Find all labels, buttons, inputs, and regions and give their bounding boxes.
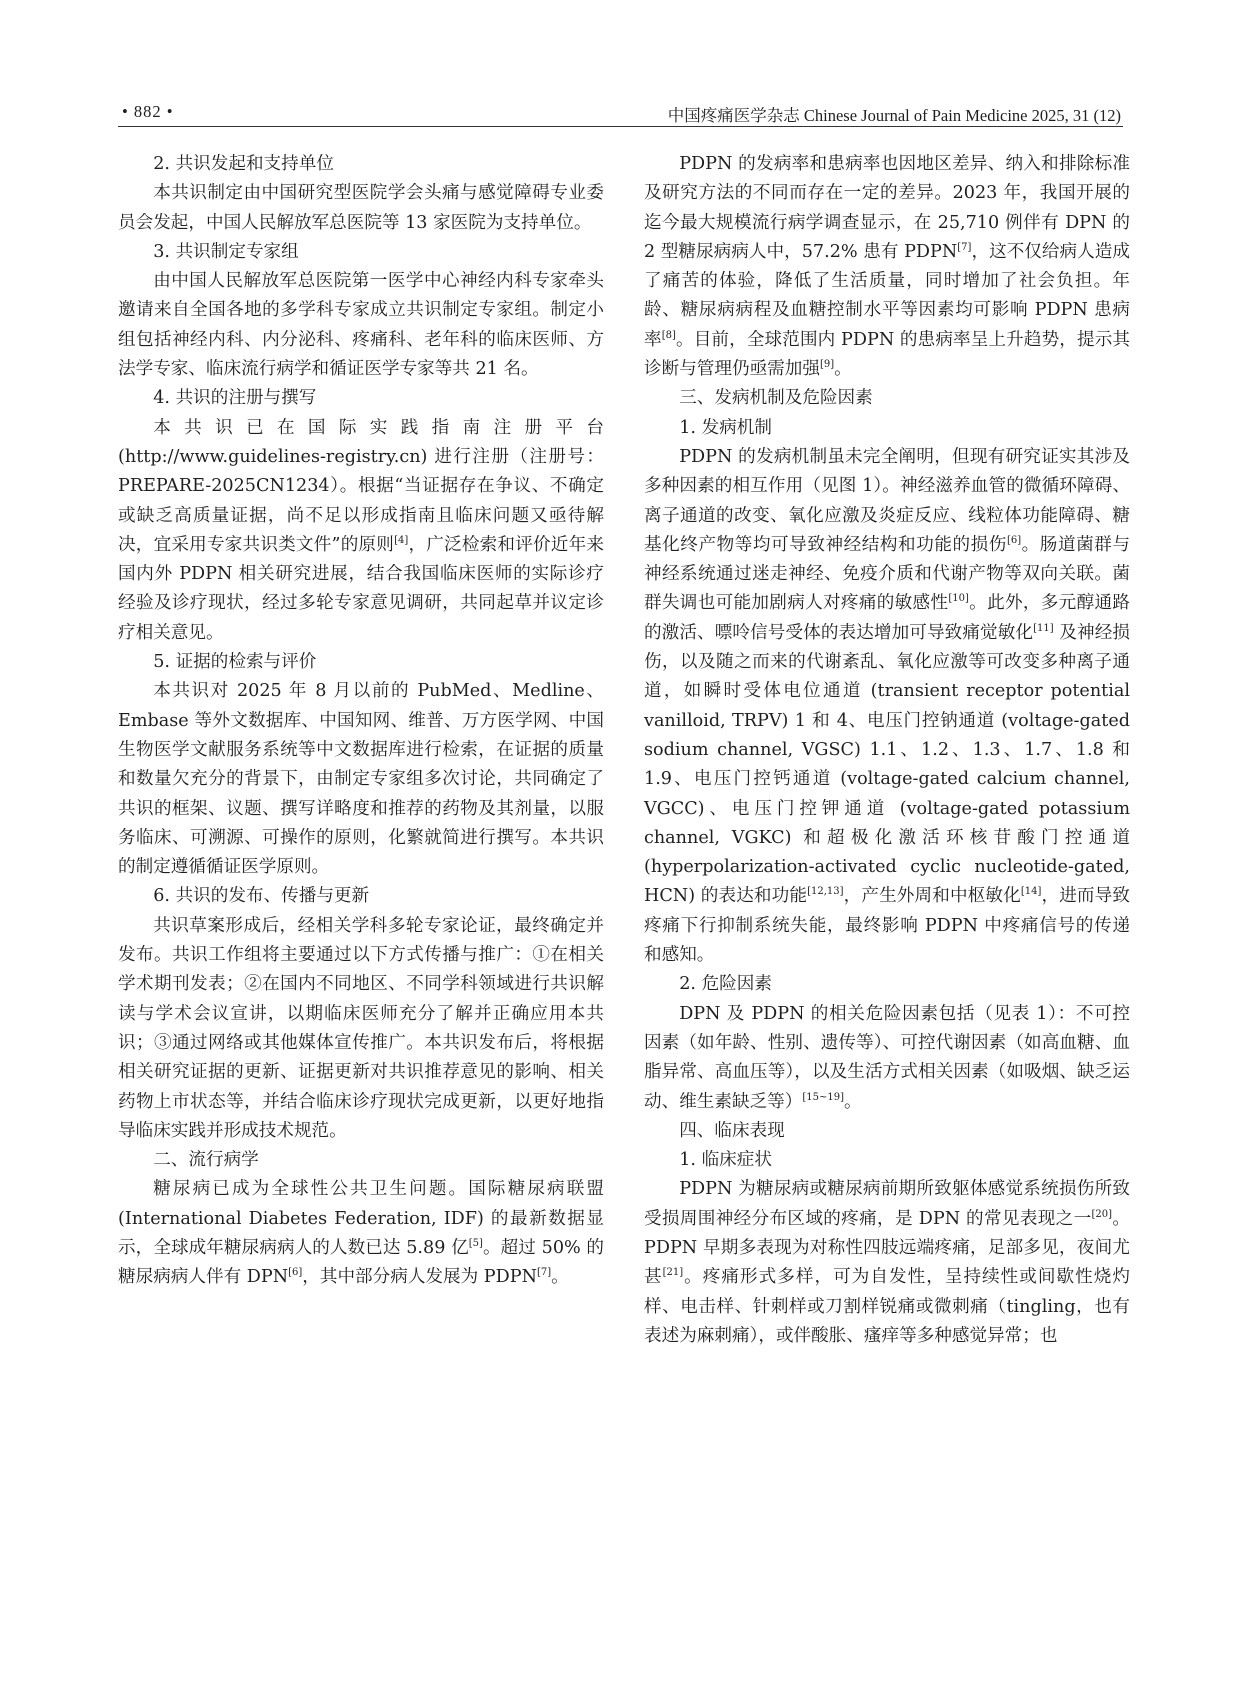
section-heading: 4. 共识的注册与撰写 xyxy=(153,388,317,409)
section-heading: 2. 共识发起和支持单位 xyxy=(153,154,334,174)
paragraph-text: PDPN 的发病率和患病率也因地区差异、纳入和排除标准及研究方法的不同而存在一定的差异。2023 年，我国开展的迄今最大规模流行病学调查显示，在 25,710 例伴有 DPN 的 2 型糖尿病病人中，57.2% 患有 PDPN xyxy=(644,154,1130,262)
paragraph-text: 及神经损伤，以及随之而来的代谢紊乱、氧化应激等可改变多种离子通道，如瞬时受体电位通道 (transient receptor potential vanilloid, TRPV) 1 和 4、电压门控钠通道 (voltage-gated sodium channel, VGSC) 1.1、1.2、1.3、1.7、1.8 和 1.9、电压门控钙通道 (voltage-gated calcium channel, VGCC)、电压门控钾通道 (voltage-gated potassium channel, VGKC) 和超极化激活环核苷酸门控通道 (hyperpolarization-activated cyclic nucleotide-gated, HCN) 的表达和功能 xyxy=(644,622,1130,907)
citation-ref: [14] xyxy=(1020,886,1042,898)
paragraph-text: ，广泛检索和评价近年来国内外 PDPN 相关研究进展，结合我国临床医师的实际诊疗经验及诊疗现状，经过多轮专家意见调研，共同起草并议定诊疗相关意见。 xyxy=(118,534,604,643)
paragraph-text: 。PDPN 早期多表现为对称性四肢远端疼痛，足部多见，夜间尤甚 xyxy=(644,1208,1130,1288)
citation-ref: [6] xyxy=(1006,534,1022,546)
body-paragraph xyxy=(644,443,1130,970)
page-number: • 882 • xyxy=(122,102,174,121)
paragraph-text: 共识草案形成后，经相关学科多轮专家论证，最终确定并发布。共识工作组将主要通过以下方式传播与推广：①在相关学术期刊发表；②在国内不同地区、不同学科领域进行共识解读与学术会议宣讲，以期临床医师充分了解并正确应用本共识；③通过网络或其他媒体宣传推广。本共识发布后，将根据相关研究证据的更新、证据更新对共识推荐意见的影响、相关药物上市状态等，并结合临床诊疗现状完成更新，以更好地指导临床实践并形成技术规范。 xyxy=(118,915,604,1141)
paragraph-text: 本共识对 2025 年 8 月以前的 PubMed、Medline、Embase 等外文数据库、中国知网、维普、万方医学网、中国生物医学文献服务系统等中文数据库进行检索，在证据的质量和数量欠充分的背景下，由制定专家组多次讨论，共同确定了共识的框架、议题、撰写详略度和推荐的药物及其剂量，以服务临床、可溯源、可操作的原则，化繁就简进行撰写。本共识的制定遵循循证医学原则。 xyxy=(118,681,604,878)
citation-ref: [8] xyxy=(661,329,676,341)
citation-ref: [11] xyxy=(1033,622,1054,634)
body-paragraph xyxy=(644,1000,1130,1117)
paragraph-text: ，产生外周和中枢敏化 xyxy=(843,886,1021,907)
paragraph-text: 。肠道菌群与神经系统通过迷走神经、免疫介质和代谢产物等双向关联。菌群失调也可能加剧病人对疼痛的敏感性 xyxy=(644,534,1130,614)
paragraph-text: 。 xyxy=(844,1091,862,1112)
section-heading: 三、发病机制及危险因素 xyxy=(679,388,873,409)
section-heading: 1. 发病机制 xyxy=(679,417,772,438)
section-heading: 四、临床表现 xyxy=(679,1120,785,1141)
paragraph-text: PDPN 的发病机制虽未完全阐明，但现有研究证实其涉及多种因素的相互作用（见图 1）。神经滋养血管的微循环障碍、离子通道的改变、氧化应激及炎症反应、线粒体功能障碍、糖基化终产物等均可导致神经结构和功能的损伤 xyxy=(644,446,1130,555)
paragraph-text: ，其中部分病人发展为 PDPN xyxy=(302,1267,537,1288)
left-column xyxy=(118,150,604,1293)
paragraph-text: PDPN 为糖尿病或糖尿病前期所致躯体感觉系统损伤所致受损周围神经分布区域的疼痛，是 DPN 的常见表现之一 xyxy=(644,1179,1130,1229)
body-paragraph xyxy=(118,1175,604,1292)
paragraph-text: 。 xyxy=(551,1267,569,1288)
paragraph-text: 糖尿病已成为全球性公共卫生问题。国际糖尿病联盟 (International Diabetes Federation, IDF) 的最新数据显示，全球成年糖尿病病人的人数已达 5.89 亿 xyxy=(118,1179,604,1258)
paragraph-text: ，进而导致疼痛下行抑制系统失能，最终影响 PDPN 中疼痛信号的传递和感知。 xyxy=(644,886,1130,966)
section-heading: 3. 共识制定专家组 xyxy=(153,241,299,262)
body-paragraph xyxy=(118,267,604,384)
body-paragraph xyxy=(118,912,604,1146)
paragraph-text: 本共识已在国际实践指南注册平台 (http://www.guidelines-registry.cn) 进行注册（注册号：PREPARE-2025CN1234）。根据“当证据存在争议、不确定或缺乏高质量证据，尚不足以形成指南且临床问题又亟待解决，宜采用专家共识类文件”的原则 xyxy=(118,417,604,555)
paragraph-text: 。超过 50% 的糖尿病病人伴有 DPN xyxy=(118,1237,604,1288)
body-paragraph xyxy=(644,1175,1130,1351)
citation-ref: [21] xyxy=(662,1267,684,1279)
paragraph-text: 。疼痛形式多样，可为自发性，呈持续性或间歇性烧灼样、电击样、针刺样或刀割样锐痛或微刺痛（tingling，也有表述为麻刺痛），或伴酸胀、瘙痒等多种感觉异常；也 xyxy=(644,1267,1130,1346)
citation-ref: [4] xyxy=(394,534,409,546)
body-paragraph xyxy=(644,150,1130,384)
citation-ref: [5] xyxy=(468,1237,483,1249)
citation-ref: [7] xyxy=(536,1267,552,1279)
body-paragraph xyxy=(118,677,604,882)
citation-ref: [9] xyxy=(819,359,835,371)
running-header xyxy=(118,100,1123,127)
right-column xyxy=(644,150,1130,1351)
body-paragraph xyxy=(118,414,604,648)
citation-ref: [15~19] xyxy=(802,1091,844,1103)
citation-ref: [12,13] xyxy=(807,886,844,898)
citation-ref: [20] xyxy=(1091,1208,1113,1220)
paragraph-text: 。 xyxy=(834,359,852,380)
section-heading: 二、流行病学 xyxy=(153,1150,259,1171)
section-heading: 1. 临床症状 xyxy=(679,1150,772,1171)
paragraph-text: 本共识制定由中国研究型医院学会头痛与感觉障碍专业委员会发起，中国人民解放军总医院等 13 家医院为支持单位。 xyxy=(118,183,604,233)
paragraph-text: ，这不仅给病人造成了痛苦的体验，降低了生活质量，同时增加了社会负担。年龄、糖尿病病程及血糖控制水平等因素均可影响 PDPN 患病率 xyxy=(644,241,1130,350)
paragraph-text: 。目前，全球范围内 PDPN 的患病率呈上升趋势，提示其诊断与管理仍亟需加强 xyxy=(644,329,1130,380)
citation-ref: [10] xyxy=(948,593,969,605)
section-heading: 6. 共识的发布、传播与更新 xyxy=(153,886,370,907)
section-heading: 5. 证据的检索与评价 xyxy=(153,652,317,673)
paragraph-text: 。此外，多元醇通路的激活、嘌呤信号受体的表达增加可导致痛觉敏化 xyxy=(644,593,1130,643)
paragraph-text: 由中国人民解放军总医院第一医学中心神经内科专家牵头邀请来自全国各地的多学科专家成立共识制定专家组。制定小组包括神经内科、内分泌科、疼痛科、老年科的临床医师、方法学专家、临床流行病学和循证医学专家等共 21 名。 xyxy=(118,271,604,380)
body-paragraph xyxy=(118,179,604,238)
paragraph-text: DPN 及 PDPN 的相关危险因素包括（见表 1）：不可控因素（如年龄、性别、遗传等）、可控代谢因素（如高血糖、血脂异常、高血压等），以及生活方式相关因素（如吸烟、缺乏运动、维生素缺乏等） xyxy=(644,1003,1130,1112)
section-heading: 2. 危险因素 xyxy=(679,974,772,995)
citation-ref: [7] xyxy=(957,241,972,253)
journal-citation: 中国疼痛医学杂志 Chinese Journal of Pain Medicine 2025, 31 (12) xyxy=(667,106,1121,125)
citation-ref: [6] xyxy=(288,1267,303,1279)
